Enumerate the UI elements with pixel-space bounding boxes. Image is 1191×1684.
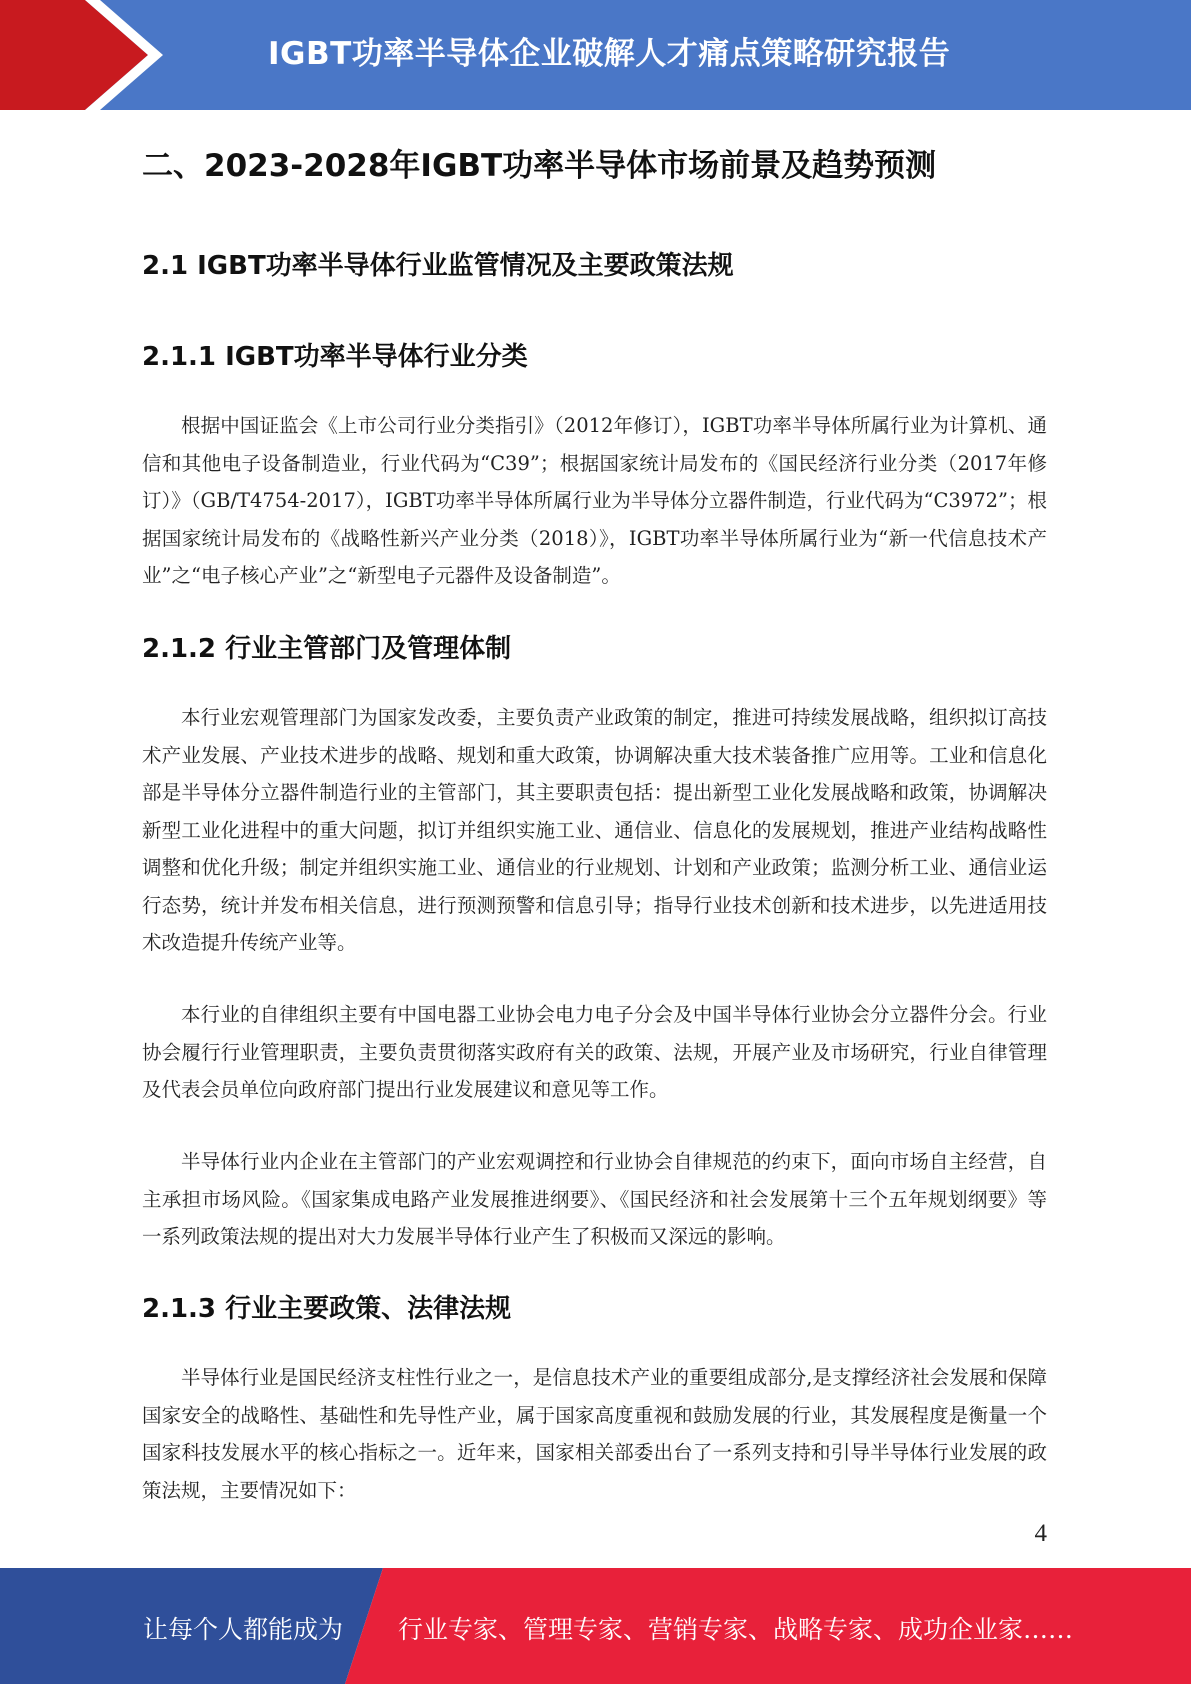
paragraph-management-dept: 本行业宏观管理部门为国家发改委，主要负责产业政策的制定，推进可持续发展战略，组织拟订高技术产业发展、产业技术进步的战略、规划和重大政策，协调解决重大技术装备推广应用等。工业和信息化部是半导体分立器件制造行业的主管部门，其主要职责包括：提出新型工业化发展战略和政策，协调解决新型工业化进程中的重大问题，拟订并组织实施工业、通信业、信息化的发展规划，推进产业结构战略性调整和优化升级；制定并组织实施工业、通信业的行业规划、计划和产业政策；监测分析工业、通信业运行态势，统计并发布相关信息，进行预测预警和信息引导；指导行业技术创新和技术进步，以先进适用技术改造提升传统产业等。 — [142, 706, 1047, 954]
chapter-heading: 二、2023-2028年IGBT功率半导体市场前景及趋势预测 — [142, 148, 937, 184]
footer-slogan-right: 行业专家、管理专家、营销专家、战略专家、成功企业家…… — [398, 1615, 1074, 1644]
subsection-heading-2-1-3: 2.1.3 行业主要政策、法律法规 — [142, 1294, 512, 1324]
paragraph-policies: 半导体行业是国民经济支柱性行业之一，是信息技术产业的重要组成部分,是支撑经济社会发展和保障国家安全的战略性、基础性和先导性产业，属于国家高度重视和鼓励发展的行业，其发展程度是衡量一个国家科技发展水平的核心指标之一。近年来，国家相关部委出台了一系列支持和引导半导体行业发展的政策法规，主要情况如下： — [142, 1366, 1047, 1502]
paragraph-classification: 根据中国证监会《上市公司行业分类指引》（2012年修订），IGBT功率半导体所属行业为计算机、通信和其他电子设备制造业，行业代码为“C39”；根据国家统计局发布的《国民经济行业分类（2017年修订）》（GB/T4754-2017），IGBT功率半导体所属行业为半导体分立器件制造，行业代码为“C3972”；根据国家统计局发布的《战略性新兴产业分类（2018）》，IGBT功率半导体所属行业为“新一代信息技术产业”之“电子核心产业”之“新型电子元器件及设备制造”。 — [142, 414, 1047, 587]
paragraph-industry-association: 本行业的自律组织主要有中国电器工业协会电力电子分会及中国半导体行业协会分立器件分会。行业协会履行行业管理职责，主要负责贯彻落实政府有关的政策、法规，开展产业及市场研究，行业自律管理及代表会员单位向政府部门提出行业发展建议和意见等工作。 — [142, 1003, 1047, 1101]
page-header — [0, 0, 1191, 110]
footer-slogan-left: 让每个人都能成为 — [143, 1615, 344, 1644]
report-title: IGBT功率半导体企业破解人才痛点策略研究报告 — [268, 36, 951, 72]
paragraph-market-regulation: 半导体行业内企业在主管部门的产业宏观调控和行业协会自律规范的约束下，面向市场自主经营，自主承担市场风险。《国家集成电路产业发展推进纲要》、《国民经济和社会发展第十三个五年规划纲要》等一系列政策法规的提出对大力发展半导体行业产生了积极而又深远的影响。 — [142, 1150, 1047, 1248]
subsection-heading-2-1-1: 2.1.1 IGBT功率半导体行业分类 — [142, 342, 528, 372]
subsection-heading-2-1-2: 2.1.2 行业主管部门及管理体制 — [142, 634, 512, 664]
section-heading: 2.1 IGBT功率半导体行业监管情况及主要政策法规 — [142, 251, 734, 281]
page-number: 4 — [1034, 1520, 1047, 1547]
page-footer — [0, 1568, 1191, 1684]
